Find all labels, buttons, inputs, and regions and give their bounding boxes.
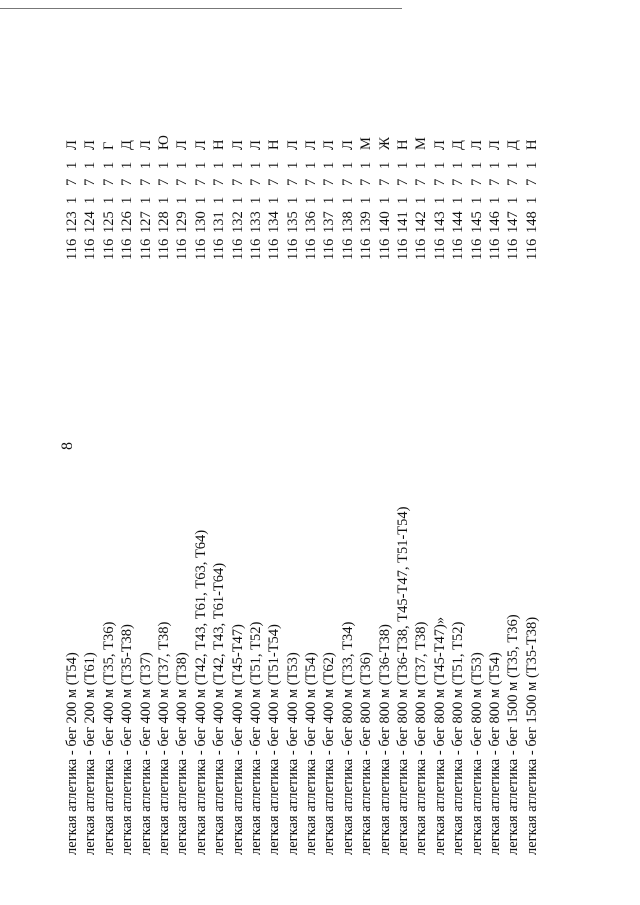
- code-cell: 1: [321, 196, 338, 204]
- code-cell: 116: [468, 238, 485, 260]
- code-cell: 1: [505, 161, 522, 169]
- code-letter: Л: [247, 140, 264, 150]
- code-letter: Г: [100, 141, 117, 150]
- code-cell: 116: [523, 238, 540, 260]
- code-cell: 1: [431, 196, 448, 204]
- code-cell: 7: [82, 178, 99, 186]
- code-letter: Л: [174, 140, 191, 150]
- table-row: [412, 125, 430, 855]
- table-row: [100, 125, 118, 855]
- code-letter: Н: [395, 139, 412, 150]
- discipline-name: легкая атлетика - бег 400 м (Т51, Т52): [247, 621, 264, 855]
- code-cell: 135: [284, 211, 301, 233]
- code-cell: 116: [100, 238, 117, 260]
- code-cell: 116: [64, 238, 80, 260]
- code-cell: 7: [284, 178, 301, 186]
- discipline-name: легкая атлетика - бег 400 м (Т45-Т47): [229, 624, 246, 855]
- code-cell: 1: [413, 161, 430, 169]
- code-cell: 1: [155, 161, 172, 169]
- code-letter: Ж: [376, 137, 393, 150]
- code-cell: 138: [339, 211, 356, 233]
- code-cell: 7: [174, 178, 191, 186]
- discipline-name: легкая атлетика - бег 800 м (Т53): [468, 652, 485, 855]
- code-cell: 132: [229, 211, 246, 233]
- code-cell: 116: [321, 238, 338, 260]
- code-cell: 1: [266, 161, 283, 169]
- table-row: [265, 125, 283, 855]
- code-cell: 7: [247, 178, 264, 186]
- code-letter: Л: [339, 140, 356, 150]
- code-cell: 116: [229, 238, 246, 260]
- code-cell: 7: [523, 178, 540, 186]
- code-cell: 1: [413, 196, 430, 204]
- code-cell: 1: [321, 161, 338, 169]
- code-cell: 1: [229, 196, 246, 204]
- code-cell: 116: [486, 238, 503, 260]
- code-cell: 128: [155, 211, 172, 233]
- code-cell: 1: [211, 161, 228, 169]
- discipline-name: легкая атлетика - бег 400 м (Т42, Т43, Т61, Т63, Т64): [192, 529, 209, 855]
- code-cell: 148: [523, 211, 540, 233]
- code-cell: 7: [486, 178, 503, 186]
- discipline-name: легкая атлетика - бег 800 м (Т37, Т38): [413, 621, 430, 855]
- code-cell: 1: [468, 161, 485, 169]
- code-cell: 1: [523, 196, 540, 204]
- discipline-name: легкая атлетика - бег 400 м (Т51-Т54): [266, 624, 283, 855]
- code-letter: Л: [321, 140, 338, 150]
- code-cell: 7: [450, 178, 467, 186]
- code-cell: 116: [266, 238, 283, 260]
- code-cell: 7: [229, 178, 246, 186]
- code-cell: 116: [395, 238, 412, 260]
- table-row: [229, 125, 247, 855]
- code-cell: 116: [192, 238, 209, 260]
- code-cell: 1: [376, 161, 393, 169]
- table-row: [137, 125, 155, 855]
- code-cell: 116: [284, 238, 301, 260]
- code-cell: 124: [82, 211, 99, 233]
- code-cell: 1: [339, 161, 356, 169]
- code-cell: 1: [339, 196, 356, 204]
- code-cell: 7: [395, 178, 412, 186]
- code-cell: 1: [358, 161, 375, 169]
- code-cell: 1: [229, 161, 246, 169]
- code-cell: 116: [247, 238, 264, 260]
- code-cell: 7: [303, 178, 320, 186]
- code-cell: 142: [413, 211, 430, 233]
- code-cell: 116: [303, 238, 320, 260]
- table-row: [394, 125, 412, 855]
- code-cell: 146: [486, 211, 503, 233]
- code-cell: 1: [468, 196, 485, 204]
- code-letter: Ю: [155, 135, 172, 150]
- discipline-name: легкая атлетика - бег 1500 м (Т35, Т36): [505, 614, 522, 855]
- table-row: [81, 125, 99, 855]
- code-letter: Л: [137, 140, 154, 150]
- code-cell: 7: [468, 178, 485, 186]
- code-cell: 136: [303, 211, 320, 233]
- code-letter: Л: [431, 140, 448, 150]
- code-cell: 137: [321, 211, 338, 233]
- code-cell: 123: [64, 211, 80, 233]
- discipline-name: легкая атлетика - бег 400 м (Т62): [321, 652, 338, 855]
- table-row: [504, 125, 522, 855]
- code-cell: 116: [358, 238, 375, 260]
- code-letter: Д: [450, 140, 467, 150]
- code-cell: 1: [303, 161, 320, 169]
- code-cell: 116: [119, 238, 136, 260]
- code-cell: 1: [82, 196, 99, 204]
- code-letter: М: [358, 137, 375, 150]
- code-cell: 1: [174, 196, 191, 204]
- code-cell: 1: [358, 196, 375, 204]
- code-cell: 1: [119, 161, 136, 169]
- table-row: [302, 125, 320, 855]
- code-cell: 116: [82, 238, 99, 260]
- code-cell: 126: [119, 211, 136, 233]
- table-row: [357, 125, 375, 855]
- code-cell: 129: [174, 211, 191, 233]
- code-cell: 116: [376, 238, 393, 260]
- discipline-name: легкая атлетика - бег 1500 м (Т35-Т38): [523, 616, 540, 855]
- page-number: 8: [59, 442, 76, 450]
- discipline-name: легкая атлетика - бег 800 м (Т51, Т52): [450, 621, 467, 855]
- code-cell: 7: [211, 178, 228, 186]
- discipline-name: легкая атлетика - бег 800 м (Т33, Т34): [339, 621, 356, 855]
- table-row: [486, 125, 504, 855]
- discipline-name: легкая атлетика - бег 800 м (Т36): [358, 652, 375, 855]
- discipline-name: легкая атлетика - бег 200 м (Т54): [64, 652, 80, 855]
- table-row: [376, 125, 394, 855]
- code-cell: 143: [431, 211, 448, 233]
- code-cell: 1: [376, 196, 393, 204]
- code-cell: 134: [266, 211, 283, 233]
- code-cell: 1: [486, 196, 503, 204]
- code-cell: 1: [119, 196, 136, 204]
- code-cell: 1: [284, 161, 301, 169]
- table-row: [468, 125, 486, 855]
- code-cell: 7: [155, 178, 172, 186]
- code-cell: 7: [376, 178, 393, 186]
- table-row: [284, 125, 302, 855]
- code-cell: 7: [64, 178, 80, 186]
- code-cell: 1: [174, 161, 191, 169]
- code-cell: 1: [266, 196, 283, 204]
- code-letter: Н: [523, 139, 540, 150]
- code-cell: 1: [82, 161, 99, 169]
- discipline-name: легкая атлетика - бег 800 м (Т36-Т38): [376, 624, 393, 855]
- code-letter: Л: [229, 140, 246, 150]
- code-cell: 1: [505, 196, 522, 204]
- code-letter: Л: [284, 140, 301, 150]
- code-cell: 116: [339, 238, 356, 260]
- discipline-name: легкая атлетика - бег 400 м (Т35, Т36): [100, 621, 117, 855]
- code-cell: 1: [431, 161, 448, 169]
- top-rule: [0, 8, 402, 9]
- table-row: [247, 125, 265, 855]
- discipline-name: легкая атлетика - бег 400 м (Т38): [174, 652, 191, 855]
- discipline-name: легкая атлетика - бег 400 м (Т42, Т43, Т61-Т64): [211, 562, 228, 855]
- discipline-name: легкая атлетика - бег 800 м (Т36-Т38, Т45-Т47, Т51-Т54): [395, 506, 412, 855]
- table-row: [192, 125, 210, 855]
- code-cell: 145: [468, 211, 485, 233]
- table-row: [431, 125, 449, 855]
- table-row: [155, 125, 173, 855]
- code-letter: Д: [505, 140, 522, 150]
- code-letter: Л: [192, 140, 209, 150]
- code-cell: 144: [450, 211, 467, 233]
- code-cell: 1: [450, 196, 467, 204]
- code-cell: 7: [339, 178, 356, 186]
- code-cell: 1: [211, 196, 228, 204]
- code-cell: 1: [100, 161, 117, 169]
- code-cell: 141: [395, 211, 412, 233]
- table-row: [449, 125, 467, 855]
- code-cell: 7: [100, 178, 117, 186]
- code-cell: 116: [155, 238, 172, 260]
- code-cell: 116: [413, 238, 430, 260]
- discipline-name: легкая атлетика - бег 400 м (Т54): [303, 652, 320, 855]
- table-row: [339, 125, 357, 855]
- code-cell: 7: [413, 178, 430, 186]
- code-cell: 1: [192, 196, 209, 204]
- code-cell: 1: [137, 161, 154, 169]
- code-cell: 7: [431, 178, 448, 186]
- code-cell: 131: [211, 211, 228, 233]
- code-cell: 1: [192, 161, 209, 169]
- code-cell: 116: [505, 238, 522, 260]
- discipline-name: легкая атлетика - бег 800 м (Т45-Т47)»: [431, 616, 448, 855]
- code-letter: Л: [468, 140, 485, 150]
- code-cell: 1: [100, 196, 117, 204]
- code-cell: 140: [376, 211, 393, 233]
- code-cell: 1: [395, 161, 412, 169]
- code-cell: 116: [431, 238, 448, 260]
- code-cell: 116: [450, 238, 467, 260]
- code-letter: Л: [64, 140, 80, 150]
- table-row: [63, 125, 81, 855]
- table-row: [320, 125, 338, 855]
- discipline-name: легкая атлетика - бег 200 м (Т61): [82, 652, 99, 855]
- table-row: [210, 125, 228, 855]
- code-cell: 7: [192, 178, 209, 186]
- code-cell: 116: [137, 238, 154, 260]
- code-letter: Л: [486, 140, 503, 150]
- code-cell: 125: [100, 211, 117, 233]
- code-letter: Н: [266, 139, 283, 150]
- code-cell: 7: [266, 178, 283, 186]
- code-cell: 1: [137, 196, 154, 204]
- discipline-name: легкая атлетика - бег 400 м (Т37, Т38): [155, 621, 172, 855]
- code-cell: 116: [174, 238, 191, 260]
- code-cell: 127: [137, 211, 154, 233]
- code-cell: 1: [284, 196, 301, 204]
- discipline-name: легкая атлетика - бег 400 м (Т37): [137, 652, 154, 855]
- code-cell: 1: [303, 196, 320, 204]
- code-cell: 1: [247, 196, 264, 204]
- code-cell: 1: [64, 196, 80, 204]
- code-letter: Л: [82, 140, 99, 150]
- code-letter: М: [413, 137, 430, 150]
- table-row: [523, 125, 541, 855]
- code-cell: 147: [505, 211, 522, 233]
- code-cell: 1: [523, 161, 540, 169]
- code-cell: 139: [358, 211, 375, 233]
- discipline-name: легкая атлетика - бег 400 м (Т53): [284, 652, 301, 855]
- code-cell: 1: [247, 161, 264, 169]
- code-cell: 116: [211, 238, 228, 260]
- table-row: [118, 125, 136, 855]
- discipline-name: легкая атлетика - бег 400 м (Т35-Т38): [119, 624, 136, 855]
- code-cell: 7: [119, 178, 136, 186]
- code-letter: Л: [303, 140, 320, 150]
- code-cell: 130: [192, 211, 209, 233]
- table-row: [173, 125, 191, 855]
- code-cell: 7: [358, 178, 375, 186]
- sport-discipline-table: [63, 125, 541, 855]
- discipline-name: легкая атлетика - бег 800 м (Т54): [486, 652, 503, 855]
- code-cell: 1: [486, 161, 503, 169]
- code-letter: Н: [211, 139, 228, 150]
- code-cell: 7: [137, 178, 154, 186]
- code-cell: 7: [505, 178, 522, 186]
- code-cell: 1: [450, 161, 467, 169]
- code-letter: Д: [119, 140, 136, 150]
- code-cell: 7: [321, 178, 338, 186]
- code-cell: 133: [247, 211, 264, 233]
- code-cell: 1: [64, 161, 80, 169]
- code-cell: 1: [395, 196, 412, 204]
- code-cell: 1: [155, 196, 172, 204]
